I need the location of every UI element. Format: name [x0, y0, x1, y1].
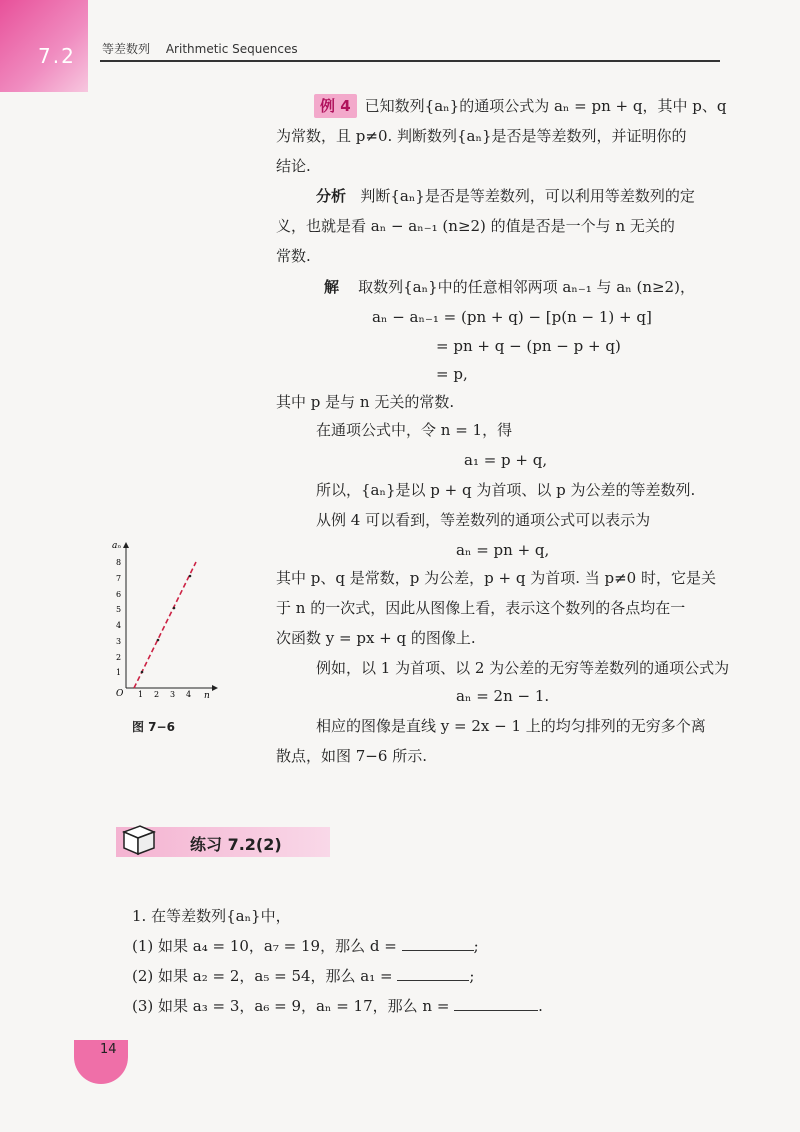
running-header: [102, 40, 298, 57]
solution-line-2: 其中 p 是与 n 无关的常数.: [276, 393, 455, 411]
data-point: [141, 671, 144, 674]
analysis-line-2: 义，也就是看 aₙ − aₙ₋₁ (n≥2) 的值是否是一个与 n 无关的: [276, 217, 675, 235]
line-y-2x-1: [134, 562, 196, 688]
y-tick-8: 8: [116, 558, 122, 567]
solution-eq-1: aₙ − aₙ₋₁ = (pn + q) − [p(n − 1) + q]: [372, 308, 652, 326]
example-badge: 例 4: [314, 94, 357, 118]
analysis-line-3: 常数.: [276, 247, 311, 265]
answer-blank-q2[interactable]: [397, 966, 469, 981]
x-axis-label: n: [204, 691, 210, 700]
y-tick-4: 4: [116, 621, 122, 630]
body-line-8: 次函数 y = px + q 的图像上.: [276, 629, 476, 647]
body-eq-6: aₙ = 2n − 1.: [456, 687, 550, 705]
y-tick-2: 2: [116, 653, 122, 662]
y-tick-5: 5: [116, 605, 122, 614]
data-point: [157, 639, 160, 642]
solution-line-1: 解 取数列{aₙ}中的任意相邻两项 aₙ₋₁ 与 aₙ (n≥2)，: [324, 278, 695, 296]
analysis-label: 分析: [316, 187, 347, 205]
header-rule: [100, 60, 720, 62]
exercise-q3: (3) 如果 a₃ = 3，a₆ = 9，aₙ = 17，那么 n = .: [132, 997, 543, 1015]
answer-blank-q3[interactable]: [454, 996, 538, 1011]
solution-eq-2: = pn + q − (pn − p + q): [436, 337, 621, 355]
y-tick-6: 6: [116, 590, 122, 599]
analysis-line-1: 分析 判断{aₙ}是否是等差数列，可以利用等差数列的定: [316, 187, 695, 205]
exercise-q1: (1) 如果 a₄ = 10，a₇ = 19，那么 d = ;: [132, 937, 479, 955]
body-line-9: 例如，以 1 为首项、以 2 为公差的无穷等差数列的通项公式为: [316, 659, 730, 677]
y-axis-label: aₙ: [112, 541, 122, 551]
header-title-en: Arithmetic Sequences: [165, 42, 298, 56]
book-icon: [118, 818, 158, 858]
solution-line-3: 在通项公式中，令 n = 1，得: [316, 421, 513, 439]
solution-line-4: 所以，{aₙ}是以 p + q 为首项、以 p 为公差的等差数列.: [316, 481, 696, 499]
header-title-cn: 等差数列: [102, 42, 151, 56]
body-eq-5: aₙ = pn + q,: [456, 541, 550, 559]
body-line-5: 从例 4 可以看到，等差数列的通项公式可以表示为: [316, 511, 651, 529]
body-line-10: 相应的图像是直线 y = 2x − 1 上的均匀排列的无穷多个离: [316, 717, 706, 735]
body-line-6: 其中 p、q 是常数，p 为公差，p + q 为首项. 当 p≠0 时，它是关: [276, 569, 716, 587]
body-line-7: 于 n 的一次式，因此从图像上看，表示这个数列的各点均在一: [276, 599, 686, 617]
x-tick-4: 4: [186, 690, 192, 699]
y-axis-arrow-icon: [123, 542, 129, 548]
body-line-11: 散点，如图 7−6 所示.: [276, 747, 427, 765]
x-tick-1: 1: [138, 690, 144, 699]
solution-eq-3: = p,: [436, 365, 468, 383]
solution-label: 解: [324, 278, 340, 296]
example-line-1: 例 4 已知数列{aₙ}的通项公式为 aₙ = pn + q，其中 p、q: [314, 94, 726, 118]
page-number: 14: [100, 1042, 117, 1057]
x-ticks: [138, 690, 191, 699]
answer-blank-q1[interactable]: [402, 936, 474, 951]
x-axis-arrow-icon: [212, 685, 218, 691]
data-point: [189, 575, 192, 578]
y-tick-1: 1: [116, 668, 122, 677]
origin-label: O: [116, 689, 124, 699]
x-tick-2: 2: [154, 690, 160, 699]
x-tick-3: 3: [170, 690, 176, 699]
figure-caption: 图 7−6: [132, 720, 175, 734]
section-number: 7.2: [38, 44, 76, 68]
example-line-2: 为常数，且 p≠0. 判断数列{aₙ}是否是等差数列，并证明你的: [276, 127, 687, 145]
exercise-intro: 1. 在等差数列{aₙ}中，: [132, 907, 291, 925]
example-line-3: 结论.: [276, 157, 311, 175]
y-ticks: [116, 558, 121, 677]
figure-7-6-graph: [108, 540, 218, 700]
data-point: [173, 607, 176, 610]
y-tick-7: 7: [116, 574, 122, 583]
solution-eq-4: a₁ = p + q,: [464, 451, 548, 469]
exercise-q2: (2) 如果 a₂ = 2，a₅ = 54，那么 a₁ = ;: [132, 967, 475, 985]
y-tick-3: 3: [116, 637, 122, 646]
exercise-title: 练习 7.2(2): [190, 835, 282, 854]
